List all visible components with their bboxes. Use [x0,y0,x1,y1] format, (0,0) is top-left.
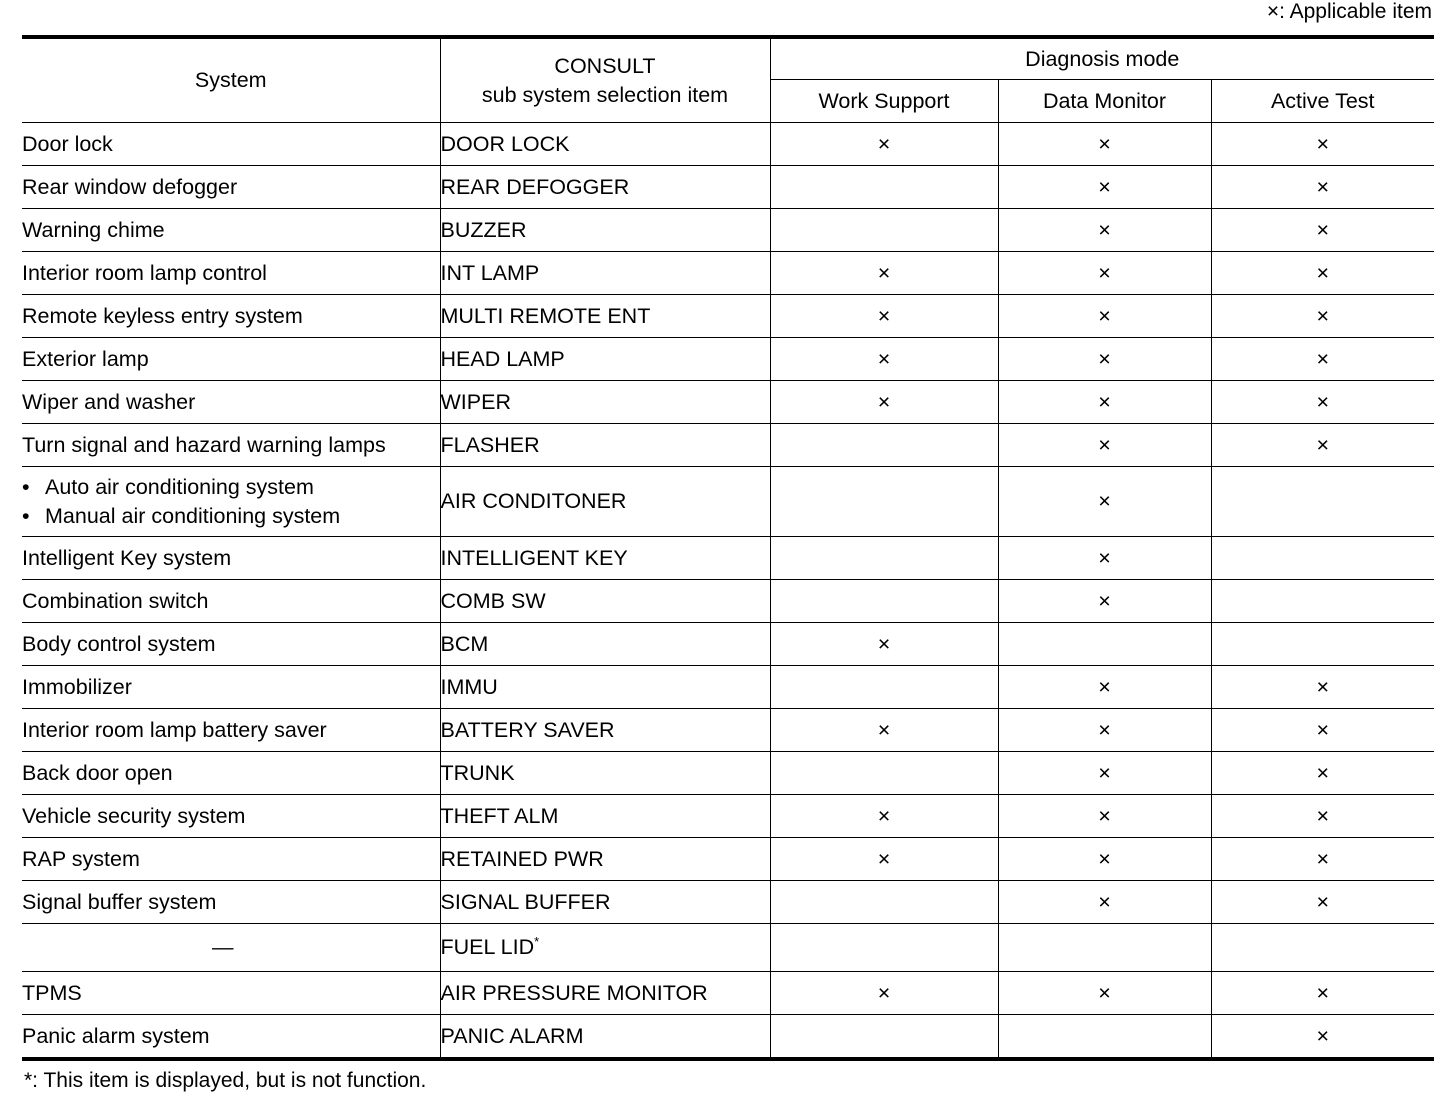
sub-system-cell [440,166,770,209]
data-monitor-mark: × [998,838,1211,881]
header-data-monitor: Data Monitor [998,80,1211,123]
data-monitor-mark: × [998,209,1211,252]
system-cell: Warning chime [22,209,440,252]
sub-system-cell [440,972,770,1015]
table-row [22,295,1434,338]
sub-system-text: AIR PRESSURE MONITOR [440,980,708,1005]
system-bullet-item [22,473,440,502]
system-cell: Remote keyless entry system [22,295,440,338]
table-row [22,424,1434,467]
system-cell: Exterior lamp [22,338,440,381]
table-row [22,338,1434,381]
work-support-mark: × [770,381,998,424]
work-support-mark [770,424,998,467]
work-support-mark [770,580,998,623]
table-row [22,924,1434,972]
header-diagnosis-mode: Diagnosis mode [770,37,1434,80]
system-cell: TPMS [22,972,440,1015]
sub-system-cell [440,795,770,838]
system-dash: — [212,935,234,959]
active-test-mark [1211,580,1434,623]
table-row [22,623,1434,666]
table-row [22,972,1434,1015]
header-row-top [22,37,1434,80]
sub-system-cell [440,252,770,295]
header-system: System [22,37,440,123]
data-monitor-mark: × [998,537,1211,580]
table-row [22,580,1434,623]
sub-system-cell [440,666,770,709]
table-row [22,209,1434,252]
data-monitor-mark: × [998,338,1211,381]
data-monitor-mark: × [998,580,1211,623]
active-test-mark: × [1211,1015,1434,1060]
system-cell [22,467,440,537]
system-cell: Intelligent Key system [22,537,440,580]
sub-system-cell [440,381,770,424]
sub-system-text: THEFT ALM [440,803,559,828]
sub-system-text: BCM [440,631,489,656]
bullet-icon: • [22,474,30,499]
work-support-mark [770,924,998,972]
data-monitor-mark: × [998,752,1211,795]
work-support-mark: × [770,295,998,338]
active-test-mark [1211,467,1434,537]
header-active-test: Active Test [1211,80,1434,123]
data-monitor-mark: × [998,467,1211,537]
system-bullet-item [22,502,440,531]
system-cell: Immobilizer [22,666,440,709]
sub-system-text: MULTI REMOTE ENT [440,303,651,328]
work-support-mark [770,1015,998,1060]
table-row [22,467,1434,537]
sub-system-cell [440,424,770,467]
sub-system-text: FLASHER [440,432,540,457]
active-test-mark: × [1211,752,1434,795]
sub-system-cell [440,881,770,924]
work-support-mark [770,537,998,580]
table-row [22,709,1434,752]
sub-system-cell [440,537,770,580]
sub-system-cell [440,752,770,795]
data-monitor-mark: × [998,381,1211,424]
sub-system-cell [440,623,770,666]
sub-system-text: DOOR LOCK [440,131,570,156]
work-support-mark [770,881,998,924]
bullet-icon: • [22,503,30,528]
table-row [22,1015,1434,1060]
work-support-mark [770,209,998,252]
table-row [22,537,1434,580]
table-row [22,166,1434,209]
data-monitor-mark: × [998,881,1211,924]
active-test-mark: × [1211,709,1434,752]
table-row [22,752,1434,795]
system-cell: Back door open [22,752,440,795]
active-test-mark: × [1211,209,1434,252]
data-monitor-mark [998,1015,1211,1060]
system-cell: RAP system [22,838,440,881]
sub-system-text: RETAINED PWR [440,846,604,871]
sub-system-cell [440,1015,770,1060]
work-support-mark [770,166,998,209]
work-support-mark: × [770,972,998,1015]
work-support-mark [770,666,998,709]
sub-system-cell [440,709,770,752]
footnote: *: This item is displayed, but is not function. [24,1069,427,1092]
consult-diagnosis-table [22,35,1434,1061]
table-row [22,666,1434,709]
table-row [22,881,1434,924]
work-support-mark [770,467,998,537]
system-cell: Interior room lamp control [22,252,440,295]
system-cell: Signal buffer system [22,881,440,924]
sub-system-text: FUEL LID [440,935,535,960]
table-row [22,838,1434,881]
system-cell: Vehicle security system [22,795,440,838]
data-monitor-mark: × [998,972,1211,1015]
system-cell: Wiper and washer [22,381,440,424]
sub-system-text: AIR CONDITONER [440,489,627,513]
data-monitor-mark: × [998,295,1211,338]
legend-note: ×: Applicable item [1266,0,1432,23]
header-consult-line2: sub system selection item [481,82,729,107]
system-cell: Interior room lamp battery saver [22,709,440,752]
system-bullet-text: Manual air conditioning system [45,503,341,528]
sub-system-cell [440,467,770,537]
work-support-mark [770,752,998,795]
work-support-mark: × [770,123,998,166]
header-work-support: Work Support [770,80,998,123]
data-monitor-mark [998,924,1211,972]
data-monitor-mark: × [998,252,1211,295]
sub-system-text: INT LAMP [440,260,540,285]
sub-system-cell [440,123,770,166]
active-test-mark: × [1211,166,1434,209]
work-support-mark: × [770,838,998,881]
work-support-mark: × [770,338,998,381]
sub-system-cell [440,838,770,881]
sub-system-cell [440,924,770,972]
table-body [22,123,1434,1060]
data-monitor-mark: × [998,666,1211,709]
table-row [22,123,1434,166]
sub-system-text: HEAD LAMP [440,346,565,371]
sub-system-text: BUZZER [440,217,527,242]
footnote-marker: * [534,934,540,950]
data-monitor-mark: × [998,166,1211,209]
work-support-mark: × [770,709,998,752]
active-test-mark: × [1211,972,1434,1015]
work-support-mark: × [770,252,998,295]
table-row [22,252,1434,295]
sub-system-text: COMB SW [440,588,546,613]
sub-system-text: SIGNAL BUFFER [440,889,611,914]
data-monitor-mark [998,623,1211,666]
system-cell: Combination switch [22,580,440,623]
table-row [22,381,1434,424]
sub-system-cell [440,580,770,623]
active-test-mark: × [1211,338,1434,381]
sub-system-text: BATTERY SAVER [440,717,615,742]
data-monitor-mark: × [998,424,1211,467]
system-cell: Door lock [22,123,440,166]
data-monitor-mark: × [998,123,1211,166]
sub-system-text: REAR DEFOGGER [440,174,630,199]
active-test-mark: × [1211,252,1434,295]
active-test-mark [1211,623,1434,666]
work-support-mark: × [770,795,998,838]
active-test-mark: × [1211,381,1434,424]
sub-system-cell [440,338,770,381]
sub-system-text: PANIC ALARM [440,1023,584,1048]
sub-system-text: INTELLIGENT KEY [440,545,628,570]
sub-system-text: TRUNK [440,760,515,785]
table-row [22,795,1434,838]
active-test-mark [1211,924,1434,972]
data-monitor-mark: × [998,795,1211,838]
system-bullet-text: Auto air conditioning system [45,474,314,499]
system-cell: Turn signal and hazard warning lamps [22,424,440,467]
system-cell: Rear window defogger [22,166,440,209]
system-cell: Panic alarm system [22,1015,440,1060]
active-test-mark: × [1211,666,1434,709]
work-support-mark: × [770,623,998,666]
active-test-mark: × [1211,838,1434,881]
active-test-mark: × [1211,795,1434,838]
system-cell [22,924,440,972]
sub-system-cell [440,295,770,338]
system-cell: Body control system [22,623,440,666]
data-monitor-mark: × [998,709,1211,752]
active-test-mark: × [1211,295,1434,338]
sub-system-text: WIPER [440,389,511,414]
header-consult [440,37,770,123]
active-test-mark: × [1211,424,1434,467]
active-test-mark: × [1211,881,1434,924]
sub-system-cell [440,209,770,252]
active-test-mark: × [1211,123,1434,166]
active-test-mark [1211,537,1434,580]
sub-system-text: IMMU [440,674,498,699]
header-consult-line1: CONSULT [554,53,656,78]
